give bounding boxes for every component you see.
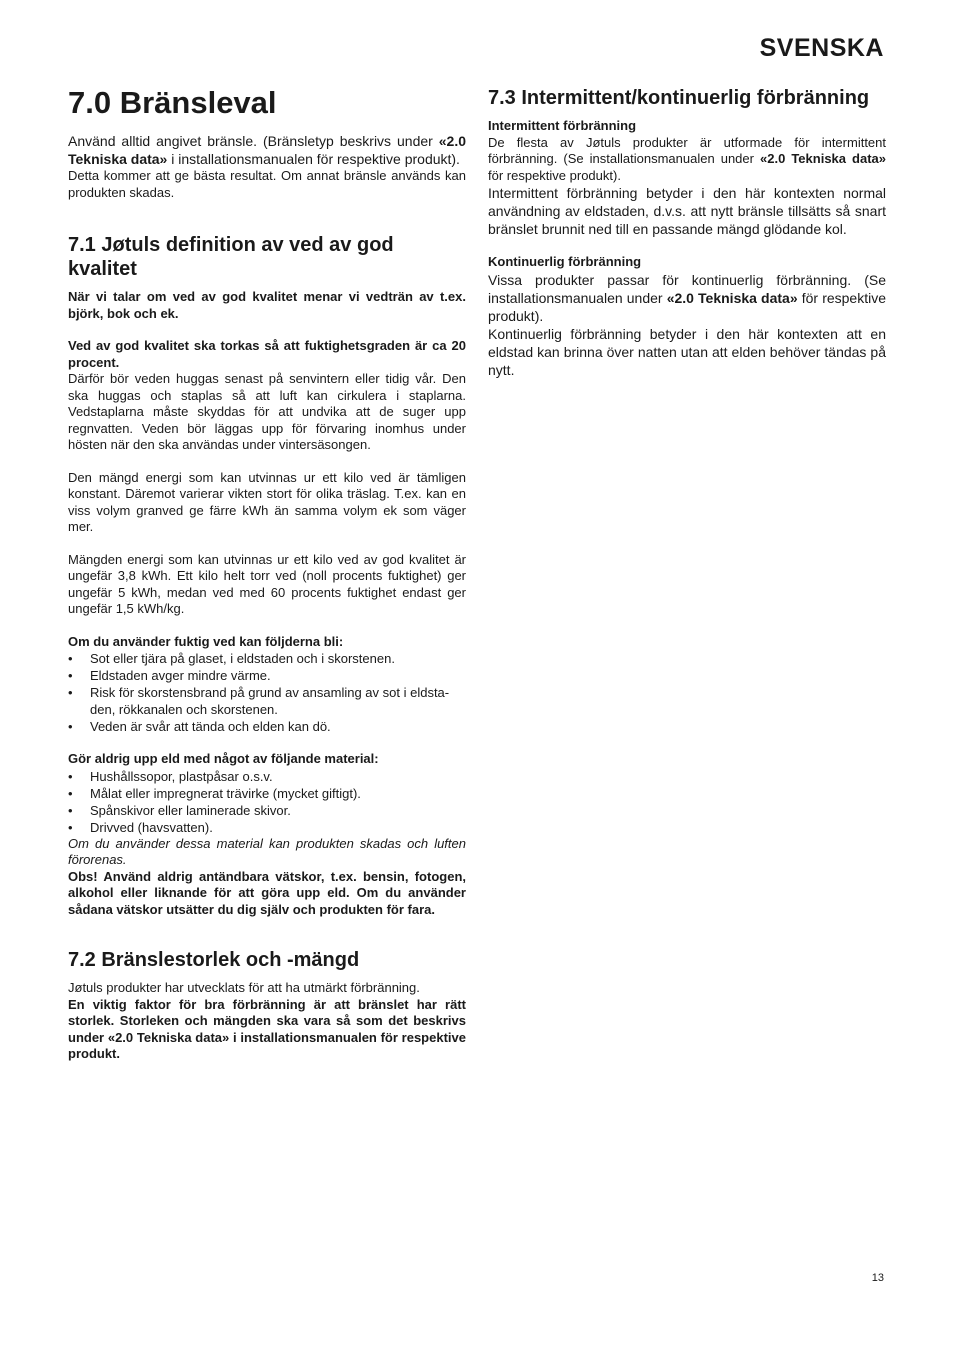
combustion-intro: Jøtuls produkter har utvecklats för att ha utmärkt förbränning. [68, 980, 420, 995]
right-column [488, 86, 886, 379]
list-item: • Spånskivor eller laminerade skivor. [68, 802, 466, 819]
page-number: 13 [871, 1272, 884, 1284]
flammable-liquids-warning: Obs! Använd aldrig antändbara vätskor, t.ex. bensin, fotogen, alkohol eller liknande för att göra upp eld. Om du använder sådana vätskor utsätter du dig själv och produkten för fara. [68, 868, 466, 917]
intro-note: Detta kommer att ge bästa resultat. Om annat bränsle används kan produkten skadas. [68, 168, 466, 200]
section-7-2-title: 7.2 Bränslestorlek och -mängd [68, 949, 360, 971]
continuous-subheading: Kontinuerlig förbränning [488, 254, 642, 269]
list-item: • Risk för skorstensbrand på grund av ansamling av sot i eldsta-den, rökkanalen och skorstenen. [68, 684, 466, 718]
continuous-paragraph-2: Kontinuerlig förbränning betyder i den här kontexten att en eldstad kan brinna över natten utan att elden behöver tändas på nytt. [488, 325, 886, 378]
left-column [68, 84, 466, 1063]
continuous-paragraph-1: Vissa produkter passar för kontinuerlig förbränning. (Se installationsmanualen under «2.0 Tekniska data» för respektive produkt). [488, 271, 886, 324]
energy-values-paragraph: Mängden energi som kan utvinnas ur ett kilo ved av god kvalitet är ungefär 3,8 kWh. Ett kilo helt torr ved (noll procents fuktighet) ger ungefär 5 kWh, medan ved med 60 procents fuktighet endast ger ungefär 1,5 kWh/kg. [68, 551, 466, 616]
energy-paragraph: Den mängd energi som kan utvinnas ur ett kilo ved är tämligen konstant. Däremot varierar vikten stort för olika träslag. T.ex. kan en viss volym granved ge färre kWh än samma volym ek som väger mer. [68, 469, 466, 534]
section-7-3-title: 7.3 Intermittent/kontinuerlig förbränning [488, 87, 870, 109]
damp-wood-list-heading: Om du använder fuktig ved kan följderna bli: [68, 633, 344, 649]
wood-quality-definition: När vi talar om ved av god kvalitet menar vi vedträn av t.ex. björk, bok och ek. [68, 289, 466, 321]
language-label: SVENSKA [759, 34, 884, 62]
fuel-size-note: En viktig faktor för bra förbränning är att bränslet har rätt storlek. Storleken och mängden ska vara så som det beskrivs under «2.0 Tekniska data» i installationsmanualen för respektive produkt. [68, 996, 466, 1061]
intermittent-subheading: Intermittent förbränning [488, 118, 637, 133]
list-item: • Eldstaden avger mindre värme. [68, 667, 466, 684]
section-7-1-title: 7.1 Jøtuls definition av ved av god kvalitet [68, 234, 394, 280]
intermittent-paragraph-2: Intermittent förbränning betyder i den här kontexten normal användning av eldstaden, d.v.s. att nytt bränsle tillsätts så snart bränslet brunnit ned till en passande mängd glödande kol. [488, 185, 886, 237]
forbidden-materials-heading: Gör aldrig upp eld med något av följande material: [68, 751, 379, 766]
forbidden-materials-list [68, 768, 466, 836]
damage-note: Om du använder dessa material kan produkten skadas och luften förorenas. [68, 835, 466, 867]
intermittent-paragraph-1: De flesta av Jøtuls produkter är utformade för intermittent förbränning. (Se installationsmanualen under «2.0 Tekniska data» för respektive produkt). [488, 134, 886, 183]
list-item: • Hushållssopor, plastpåsar o.s.v. [68, 768, 466, 785]
list-item: • Veden är svår att tända och elden kan dö. [68, 718, 466, 735]
list-item: • Sot eller tjära på glaset, i eldstaden och i skorstenen. [68, 650, 466, 667]
moisture-requirement: Ved av god kvalitet ska torkas så att fuktighetsgraden är ca 20 procent. [68, 338, 466, 370]
page-title: 7.0 Bränsleval [68, 85, 277, 120]
list-item: • Drivved (havsvatten). [68, 819, 466, 836]
drying-instructions: Därför bör veden huggas senast på senvintern eller tidig vår. Den ska huggas och staplas så att luft kan cirkulera i staplarna. Vedstaplarna måste skyddas för att undvika att de suger upp regnvatten. Veden bör läggas upp för förvaring inomhus under hösten när den ska användas under vintersäsongen. [68, 371, 466, 452]
intro-paragraph: Använd alltid angivet bränsle. (Bränsletyp beskrivs under «2.0 Tekniska data» i installationsmanualen för respektive produkt). [68, 133, 466, 167]
damp-wood-list [68, 650, 466, 735]
list-item: • Målat eller impregnerat trävirke (mycket giftigt). [68, 785, 466, 802]
